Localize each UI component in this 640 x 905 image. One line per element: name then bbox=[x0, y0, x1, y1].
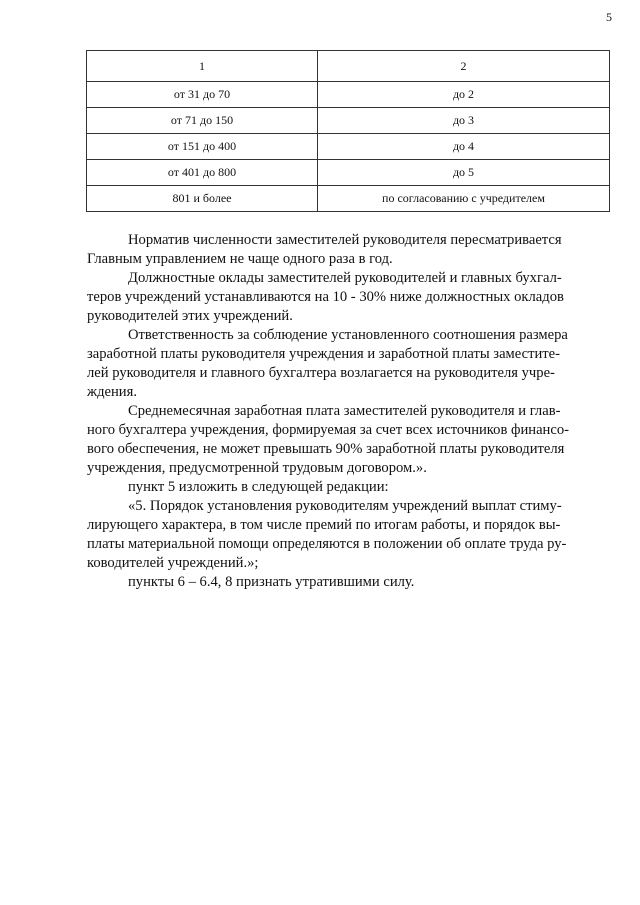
table-row bbox=[87, 82, 610, 108]
paragraph-average-salary: Среднемесячная заработная плата заместителей руководителя и глав- ного бухгалтера учреждения, формируемая за счет всех источников финансо- вого обеспечения, не может превышать 90% заработной платы руководителя учреждения, предусмотренной трудовым договором.». bbox=[87, 403, 569, 476]
table-row bbox=[87, 134, 610, 160]
table-row bbox=[87, 186, 610, 212]
table-cell: от 151 до 400 bbox=[87, 134, 318, 160]
table-cell: до 5 bbox=[318, 160, 610, 186]
table-row bbox=[87, 160, 610, 186]
table-cell: 801 и более bbox=[87, 186, 318, 212]
paragraph-responsibility: Ответственность за соблюдение установленного соотношения размера заработной платы руководителя учреждения и заработной платы заместите- лей руководителя и главного бухгалтера возлагается на руководителя учре- ждения. bbox=[87, 327, 568, 400]
table-cell: от 71 до 150 bbox=[87, 108, 318, 134]
table-header-row bbox=[87, 51, 610, 82]
table-cell: до 4 bbox=[318, 134, 610, 160]
paragraph-items-repealed: пункты 6 – 6.4, 8 признать утратившими силу. bbox=[128, 574, 415, 590]
column-header-1: 1 bbox=[87, 51, 318, 82]
column-header-2: 2 bbox=[318, 51, 610, 82]
table-cell: до 2 bbox=[318, 82, 610, 108]
paragraph-salaries: Должностные оклады заместителей руководителей и главных бухгал- теров учреждений устанавливаются на 10 - 30% ниже должностных окладов руководителей этих учреждений. bbox=[87, 270, 564, 324]
staffing-norm-table bbox=[86, 50, 610, 212]
page-number: 5 bbox=[606, 10, 612, 24]
document-body bbox=[87, 231, 609, 592]
table-cell: от 31 до 70 bbox=[87, 82, 318, 108]
table-cell: до 3 bbox=[318, 108, 610, 134]
paragraph-item-5-text: «5. Порядок установления руководителям учреждений выплат стиму- лирующего характера, в том числе премий по итогам работы, и порядок вы- платы материальной помощи определяются в положении об оплате труда ру- ководителей учреждений.»; bbox=[87, 498, 567, 571]
paragraph-item-5-intro: пункт 5 изложить в следующей редакции: bbox=[128, 479, 389, 495]
table-cell: от 401 до 800 bbox=[87, 160, 318, 186]
paragraph-norm-review: Норматив численности заместителей руководителя пересматривается Главным управлением не чаще одного раза в год. bbox=[87, 232, 562, 267]
table-row bbox=[87, 108, 610, 134]
table-cell: по согласованию с учредителем bbox=[318, 186, 610, 212]
